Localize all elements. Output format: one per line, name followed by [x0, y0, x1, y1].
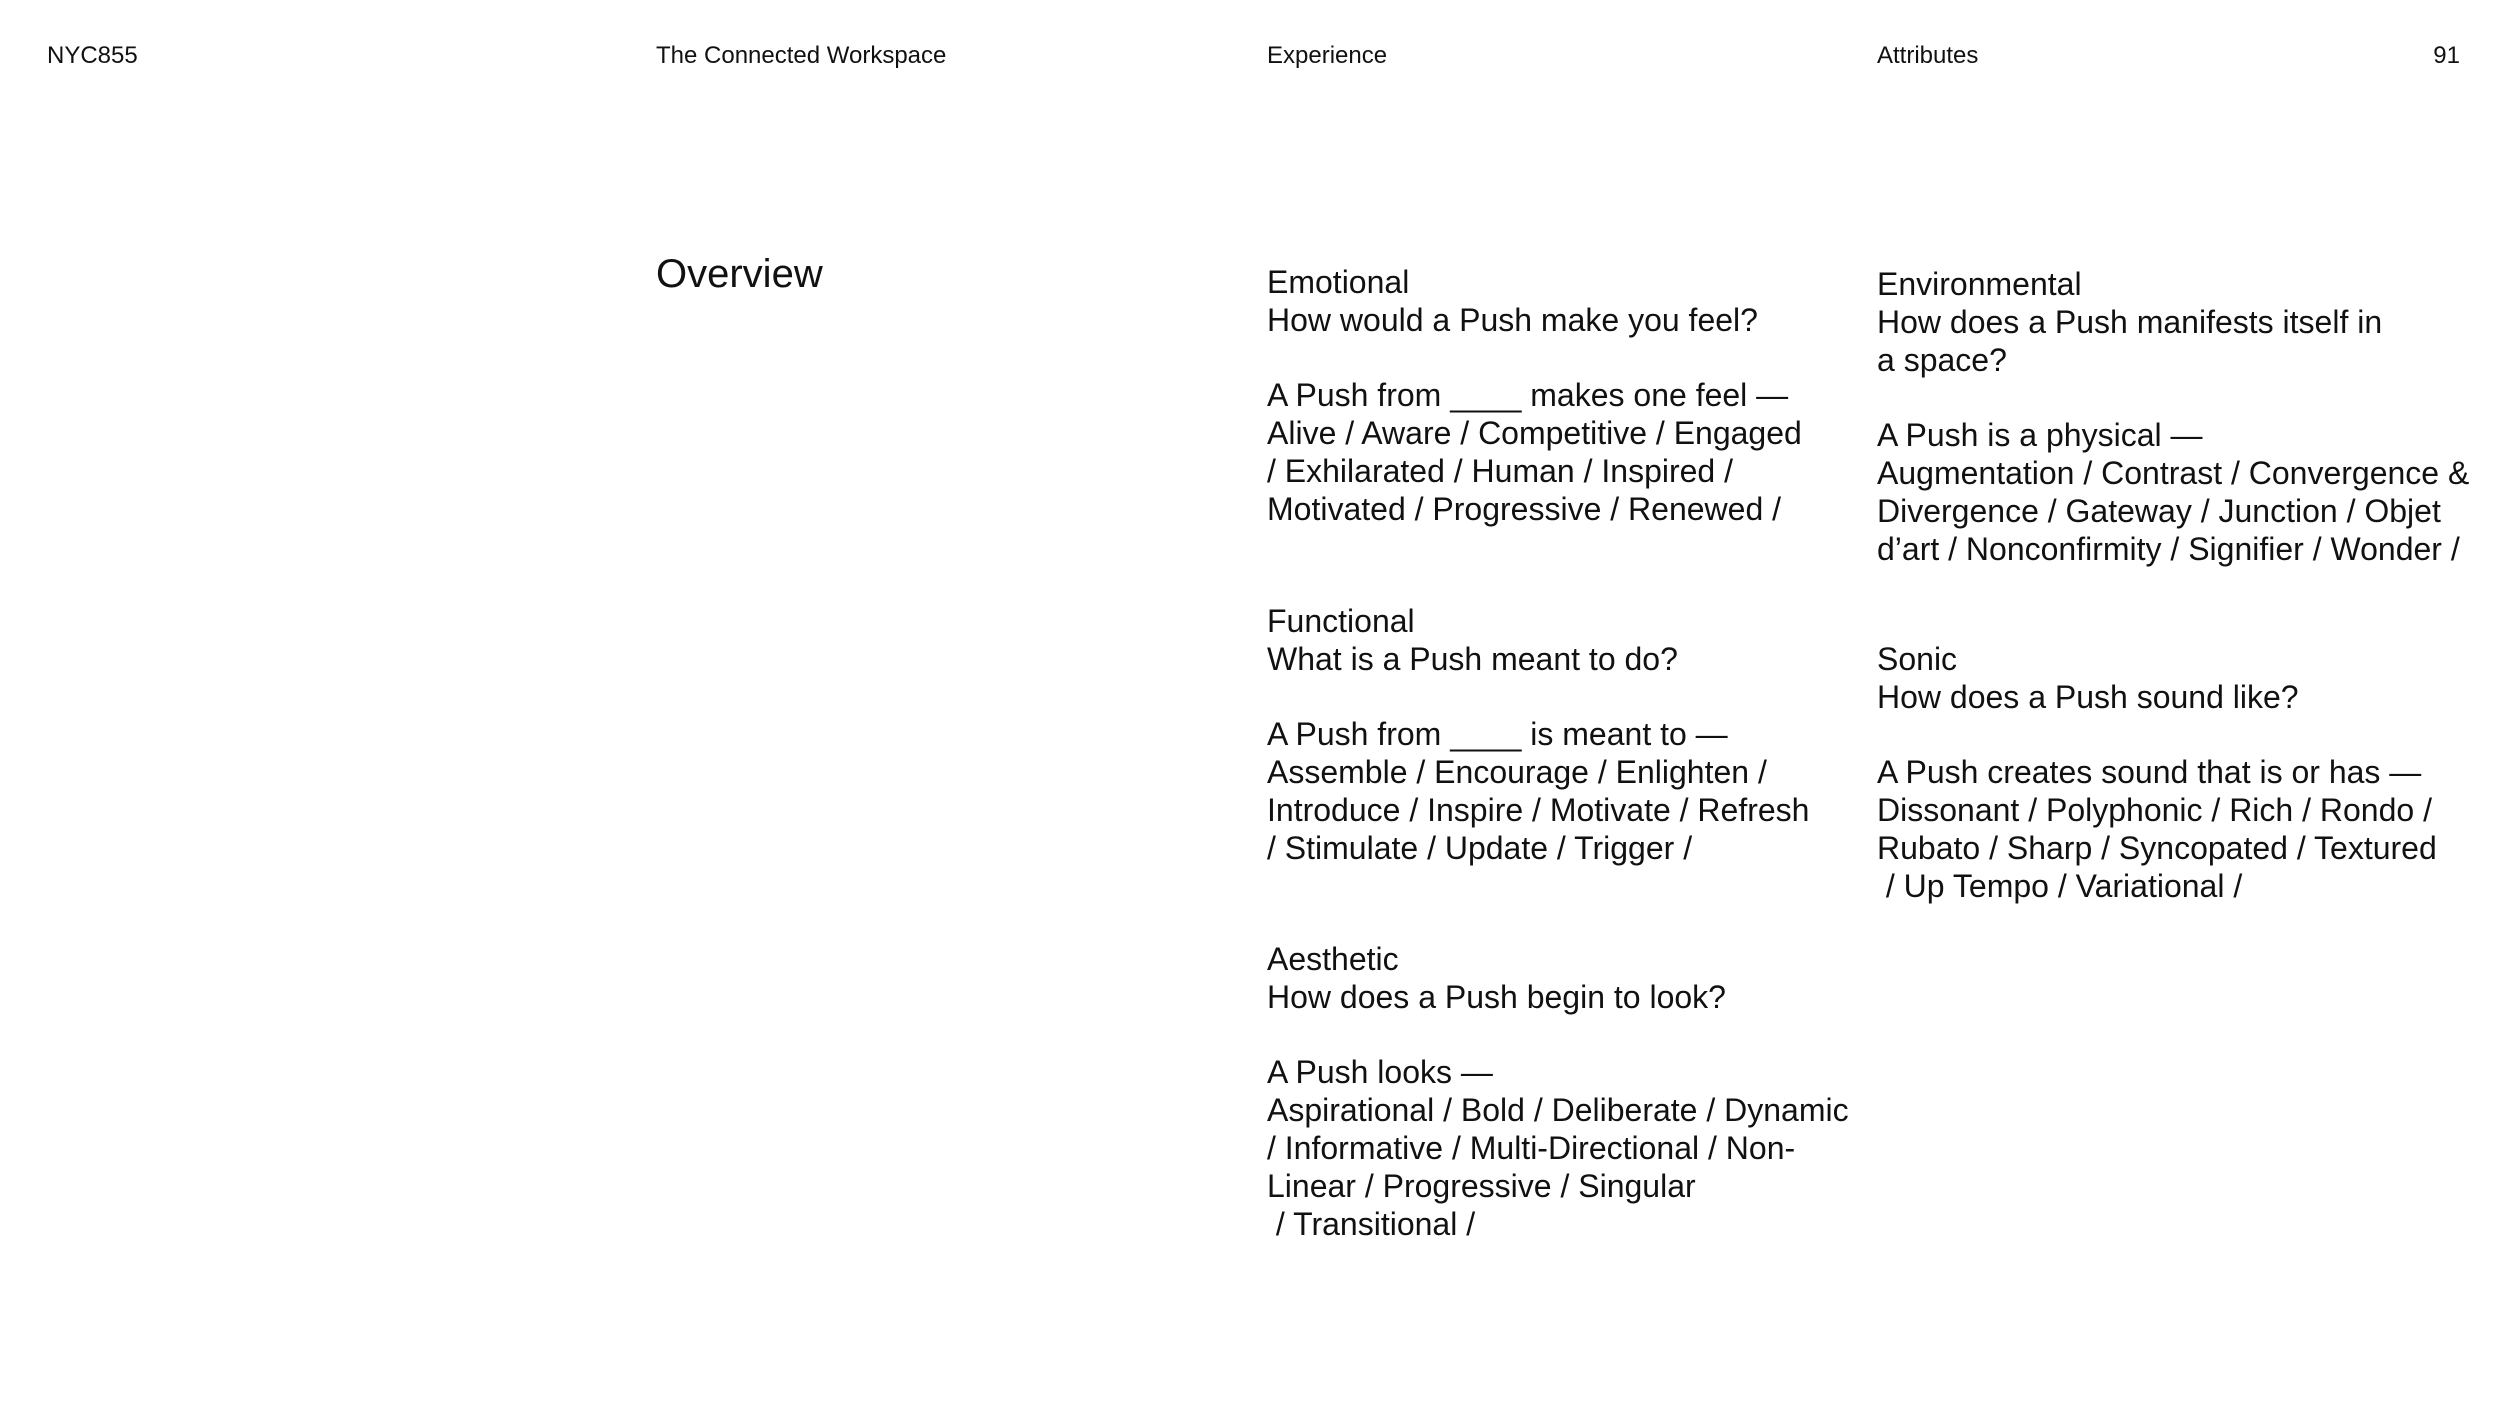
functional-question: What is a Push meant to do? — [1267, 640, 1678, 677]
page-number: 91 — [2433, 42, 2460, 69]
sonic-attributes — [1877, 641, 2477, 906]
emotional-question: How would a Push make you feel? — [1267, 301, 1758, 338]
emotional-attributes — [1267, 264, 1867, 529]
sonic-line: Dissonant / Polyphonic / Rich / Rondo / — [1877, 792, 2432, 829]
functional-heading: Functional — [1267, 603, 1415, 639]
environmental-question: a space? — [1877, 341, 2007, 378]
spacer — [1877, 717, 2477, 755]
environmental-line: Augmentation / Contrast / Convergence & — [1877, 454, 2470, 491]
aesthetic-line: / Informative / Multi-Directional / Non- — [1267, 1129, 1796, 1166]
emotional-line: / Exhilarated / Human / Inspired / — [1267, 452, 1733, 489]
spacer — [1267, 1017, 1867, 1055]
document-id: NYC855 — [47, 42, 138, 69]
environmental-line: A Push is a physical — — [1877, 417, 2203, 454]
functional-line: A Push from ____ is meant to — — [1267, 716, 1728, 753]
aesthetic-line: Linear / Progressive / Singular — [1267, 1167, 1696, 1204]
functional-line: / Stimulate / Update / Trigger / — [1267, 829, 1693, 866]
emotional-line: Alive / Aware / Competitive / Engaged — [1267, 415, 1802, 452]
section-label: Experience — [1267, 42, 1388, 69]
emotional-line: A Push from ____ makes one feel — — [1267, 377, 1789, 414]
spacer — [1877, 379, 2477, 417]
environmental-question: How does a Push manifests itself in — [1877, 303, 2383, 340]
environmental-heading: Environmental — [1877, 266, 2082, 302]
sonic-line: A Push creates sound that is or has — — [1877, 754, 2422, 791]
environmental-line: d’art / Nonconfirmity / Signifier / Wonder / — [1877, 530, 2460, 567]
emotional-line: Motivated / Progressive / Renewed / — [1267, 490, 1782, 527]
functional-attributes — [1267, 603, 1867, 868]
aesthetic-heading: Aesthetic — [1267, 941, 1399, 977]
aesthetic-line: / Transitional / — [1267, 1205, 1476, 1242]
aesthetic-line: A Push looks — — [1267, 1054, 1493, 1091]
aesthetic-question: How does a Push begin to look? — [1267, 978, 1726, 1015]
page-title: Overview — [656, 252, 823, 296]
subsection-label: Attributes — [1877, 42, 1979, 69]
emotional-heading: Emotional — [1267, 264, 1410, 300]
sonic-heading: Sonic — [1877, 641, 1958, 677]
environmental-attributes — [1877, 266, 2477, 568]
sonic-line: Rubato / Sharp / Syncopated / Textured — [1877, 829, 2437, 866]
sonic-question: How does a Push sound like? — [1877, 678, 2299, 715]
spacer — [1267, 679, 1867, 717]
spacer — [1267, 340, 1867, 378]
functional-line: Assemble / Encourage / Enlighten / — [1267, 754, 1767, 791]
functional-line: Introduce / Inspire / Motivate / Refresh — [1267, 791, 1810, 828]
sonic-line: / Up Tempo / Variational / — [1877, 867, 2243, 904]
project-title: The Connected Workspace — [656, 42, 947, 69]
aesthetic-attributes — [1267, 941, 1867, 1243]
environmental-line: Divergence / Gateway / Junction / Objet — [1877, 492, 2441, 529]
aesthetic-line: Aspirational / Bold / Deliberate / Dynamic — [1267, 1092, 1849, 1129]
